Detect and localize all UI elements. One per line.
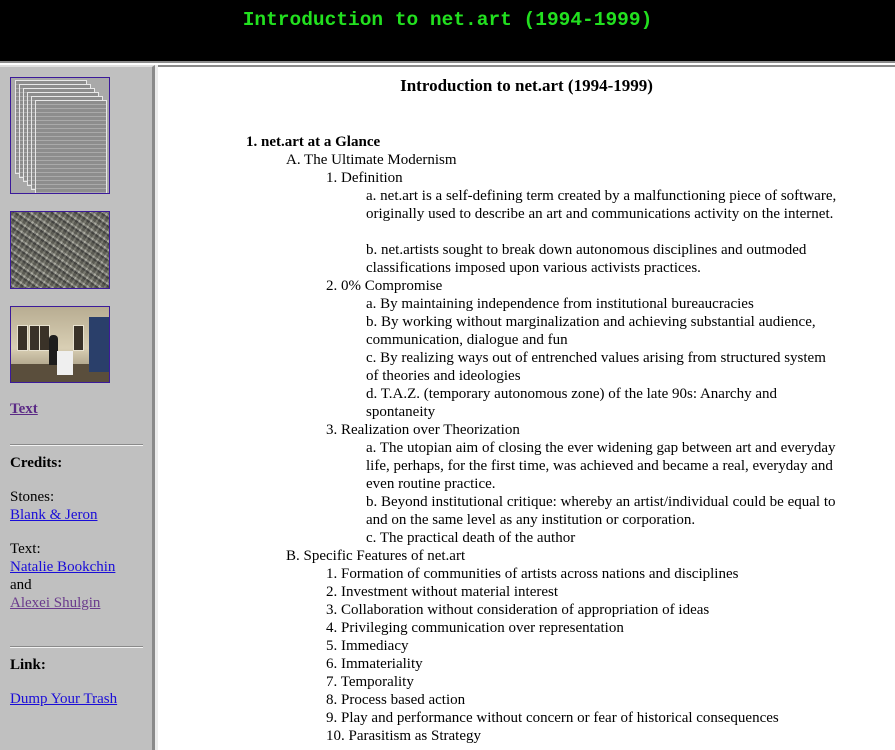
page-title: Introduction to net.art (1994-1999)	[400, 76, 653, 95]
outline-subitem: a. The utopian aim of closing the ever widening gap between art and everyday life, perhaps, for the first time, was achieved and became a real, everyday and even routine practice.	[366, 440, 836, 492]
stack-card-image	[35, 100, 107, 194]
gallery-doorway-image	[89, 317, 109, 372]
gallery-pedestal-image	[57, 351, 73, 375]
gallery-photo-thumbnail[interactable]	[10, 306, 110, 383]
stones-stack-thumbnail[interactable]	[10, 77, 110, 194]
banner-frame	[0, 0, 895, 63]
outline-subitem: c. The practical death of the author	[366, 530, 576, 546]
section-heading: 1. net.art at a Glance	[246, 134, 381, 150]
text-link[interactable]: Text	[10, 401, 38, 417]
outline-item: 8. Process based action	[326, 692, 466, 708]
outline-subitem: a. By maintaining independence from institutional bureaucracies	[366, 296, 754, 312]
outline-item: 4. Privileging communication over representation	[326, 620, 624, 636]
outline-item: 1. Formation of communities of artists across nations and disciplines	[326, 566, 739, 582]
outline-item: 2. Investment without material interest	[326, 584, 559, 600]
outline-item: 3. Collaboration without consideration of appropriation of ideas	[326, 602, 710, 618]
outline-subitem: a. net.art is a self-defining term created by a malfunctioning piece of software, originally used to describe an art and communications activity on the internet.	[366, 188, 837, 222]
outline-subitem: c. By realizing ways out of entrenched values arising from structured system of theories and ideologies	[366, 350, 826, 384]
outline-item: 3. Realization over Theorization	[326, 422, 520, 438]
credits-heading: Credits:	[10, 455, 63, 471]
stones-author-link[interactable]: Blank & Jeron	[10, 507, 98, 523]
outline-heading-b: B. Specific Features of net.art	[286, 548, 466, 564]
and-label: and	[10, 577, 32, 593]
outline-item: 6. Immateriality	[326, 656, 423, 672]
sidebar-divider	[10, 646, 143, 648]
stone-texture-thumbnail[interactable]	[10, 211, 110, 289]
link-heading: Link:	[10, 657, 46, 673]
outline-item: 9. Play and performance without concern or fear of historical consequences	[326, 710, 779, 726]
sidebar-divider	[10, 444, 143, 446]
outline-subitem: b. By working without marginalization and achieving substantial audience, communication, dialogue and fun	[366, 314, 816, 348]
outline-item: 7. Temporality	[326, 674, 414, 690]
dump-your-trash-link[interactable]: Dump Your Trash	[10, 691, 118, 707]
sidebar-frame	[0, 65, 155, 750]
outline-subitem: b. net.artists sought to break down autonomous disciplines and outmoded classifications imposed upon various activists practices.	[366, 242, 807, 276]
outline-item: 1. Definition	[326, 170, 403, 186]
banner-title: Introduction to net.art (1994-1999)	[242, 9, 653, 31]
alexei-shulgin-link[interactable]: Alexei Shulgin	[10, 595, 101, 611]
outline-item: 5. Immediacy	[326, 638, 409, 654]
natalie-bookchin-link[interactable]: Natalie Bookchin	[10, 559, 116, 575]
stones-label: Stones:	[10, 489, 55, 505]
main-content	[158, 65, 895, 750]
outline-item: 10. Parasitism as Strategy	[326, 728, 481, 744]
outline-subitem: b. Beyond institutional critique: whereby an artist/individual could be equal to and on the same level as any institution or corporation.	[366, 494, 836, 528]
gallery-frame-image	[73, 325, 84, 351]
text-label: Text:	[10, 541, 41, 557]
outline-item: 2. 0% Compromise	[326, 278, 443, 294]
outline-subitem: d. T.A.Z. (temporary autonomous zone) of the late 90s: Anarchy and spontaneity	[366, 386, 777, 420]
gallery-frame-image	[17, 325, 28, 351]
outline-heading-a: A. The Ultimate Modernism	[286, 152, 457, 168]
